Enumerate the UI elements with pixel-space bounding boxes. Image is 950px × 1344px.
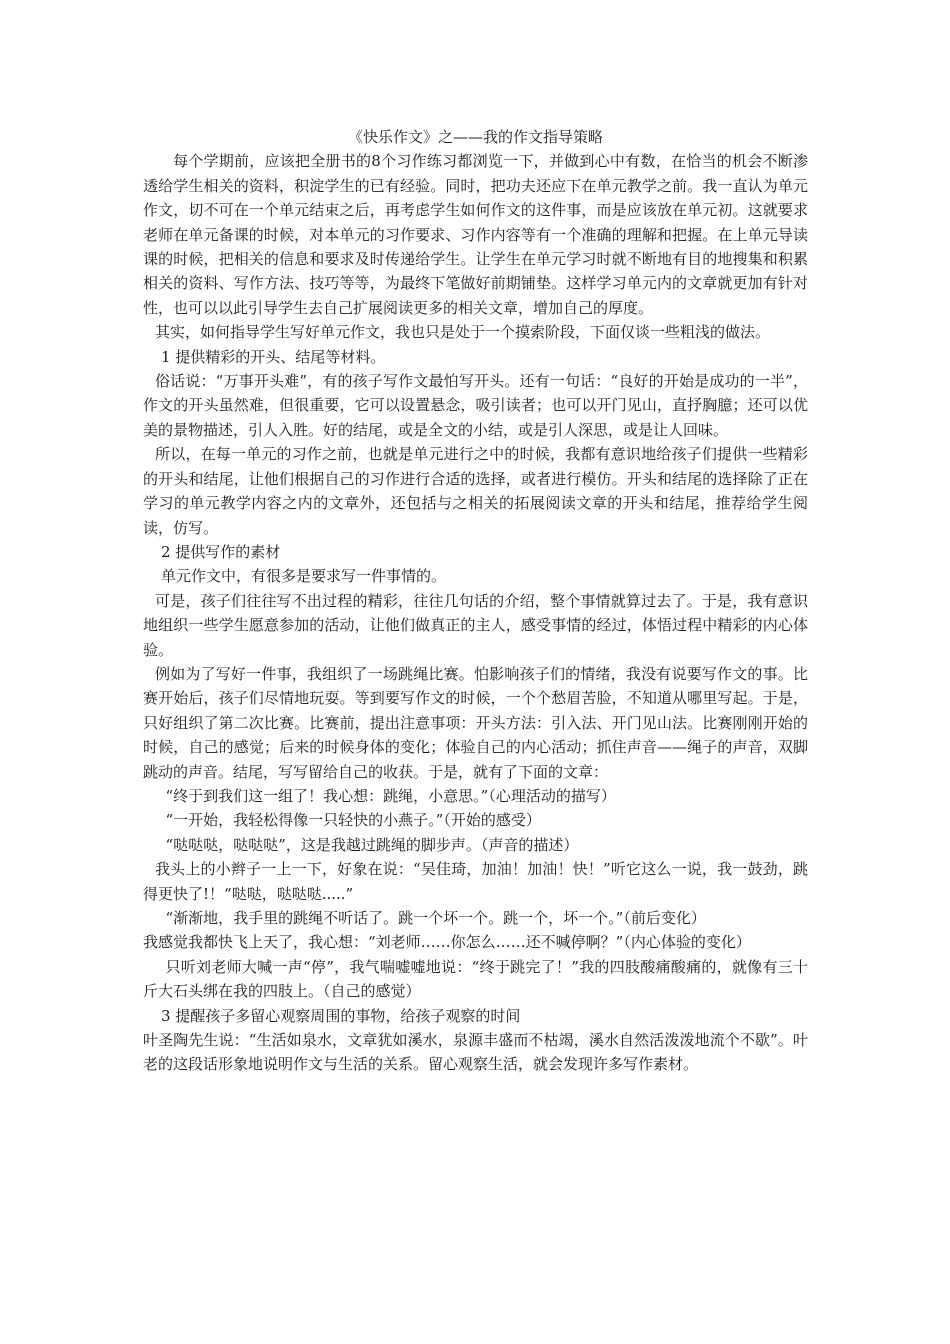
section-heading-2: 2 提供写作的素材 (161, 542, 281, 561)
quote-line: “终于到我们这一组了！我心想：跳绳，小意思。”（心理活动的描写） (165, 786, 616, 805)
section-heading-1: 1 提供精彩的开头、结尾等材料。 (161, 347, 386, 366)
paragraph: 俗话说：“万事开头难”，有的孩子写作文最怕写开头。还有一句话：“良好的开始是成功的一半”，作文的开头虽然难，但很重要，它可以设置悬念，吸引读者；也可以开门见山，直抒胸臆；还可以优美的景物描述，引人入胜。好的结尾，或是全文的小结，或是引人深思，或是让人回味。 (143, 372, 808, 439)
quote-line: 我头上的小辫子一上一下，好象在说：“吴佳琦，加油！加油！快！”听它这么一说，我一鼓劲，跳得更快了!！“哒哒，哒哒哒.....” (143, 860, 808, 903)
paragraph: 所以，在每一单元的习作之前，也就是单元进行之中的时候，我都有意识地给孩子们提供一些精彩的开头和结尾，让他们根据自己的习作进行合适的选择，或者进行模仿。开头和结尾的选择除了正在学习的单元教学内容之内的文章外，还包括与之相关的拓展阅读文章的开头和结尾，推荐给学生阅读，仿写。 (143, 445, 808, 537)
quote-line: “一开始，我轻松得像一只轻快的小燕子。”（开始的感受） (165, 811, 541, 830)
section-heading-3: 3 提醒孩子多留心观察周围的事物，给孩子观察的时间 (161, 1006, 521, 1025)
document-page (143, 125, 808, 1077)
quote-line: 只听刘老师大喊一声“停”，我气喘嘘嘘地说：“终于跳完了！”我的四肢酸痛酸痛的，就像有三十斤大石头绑在我的四肢上。（自己的感觉） (143, 957, 808, 1001)
quote-line: 我感觉我都快飞上天了，我心想：“刘老师……你怎么……还不喊停啊？”（内心体验的变化） (143, 933, 751, 952)
document-title: 《快乐作文》之——我的作文指导策略 (347, 128, 603, 146)
quote-line: “渐渐地，我手里的跳绳不听话了。跳一个坏一个。跳一个，坏一个。”（前后变化） (165, 909, 706, 927)
paragraph: 其实，如何指导学生写好单元作文，我也只是处于一个摸索阶段，下面仅谈一些粗浅的做法。 (155, 323, 771, 342)
paragraph: 例如为了写好一件事，我组织了一场跳绳比赛。怕影响孩子们的情绪，我没有说要写作文的事。比赛开始后，孩子们尽情地玩耍。等到要写作文的时候，一个个愁眉苦脸，不知道从哪里写起。于是，只好组织了第二次比赛。比赛前，提出注意事项：开头方法：引入法、开门见山法。比赛刚刚开始的时候，自己的感觉；后来的时候身体的变化；体验自己的内心活动；抓住声音——绳子的声音，双脚跳动的声音。结尾，写写留给自己的收获。于是，就有了下面的文章： (143, 664, 808, 781)
paragraph: 叶圣陶先生说：“生活如泉水，文章犹如溪水，泉源丰盛而不枯竭，溪水自然活泼泼地流个不歇”。叶老的这段话形象地说明作文与生活的关系。留心观察生活，就会发现许多写作素材。 (143, 1031, 808, 1074)
paragraph: 单元作文中，有很多是要求写一件事情的。 (161, 567, 447, 586)
quote-line: “哒哒哒，哒哒哒”，这是我越过跳绳的脚步声。（声音的描述） (165, 835, 579, 854)
paragraph: 可是，孩子们往往写不出过程的精彩，往往几句话的介绍，整个事情就算过去了。于是，我有意识地组织一些学生愿意参加的活动，让他们做真正的主人，感受事情的经过，体悟过程中精彩的内心体验。 (143, 591, 808, 659)
paragraph-intro: 每个学期前，应该把全册书的8个习作练习都浏览一下，并做到心中有数，在恰当的机会不断渗透给学生相关的资料，积淀学生的已有经验。同时，把功夫还应下在单元教学之前。我一直认为单元作文，切不可在一个单元结束之后，再考虑学生如何作文的这件事，而是应该放在单元初。这就要求老师在单元备课的时候，对本单元的习作要求、习作内容等有一个准确的理解和把握。在上单元导读课的时候，把相关的信息和要求及时传递给学生。让学生在单元学习时就不断地有目的地搜集和积累相关的资料、写作方法、技巧等等，为最终下笔做好前期铺垫。这样学习单元内的文章就更加有针对性，也可以以此引导学生去自己扩展阅读更多的相关文章，增加自己的厚度。 (143, 152, 808, 317)
